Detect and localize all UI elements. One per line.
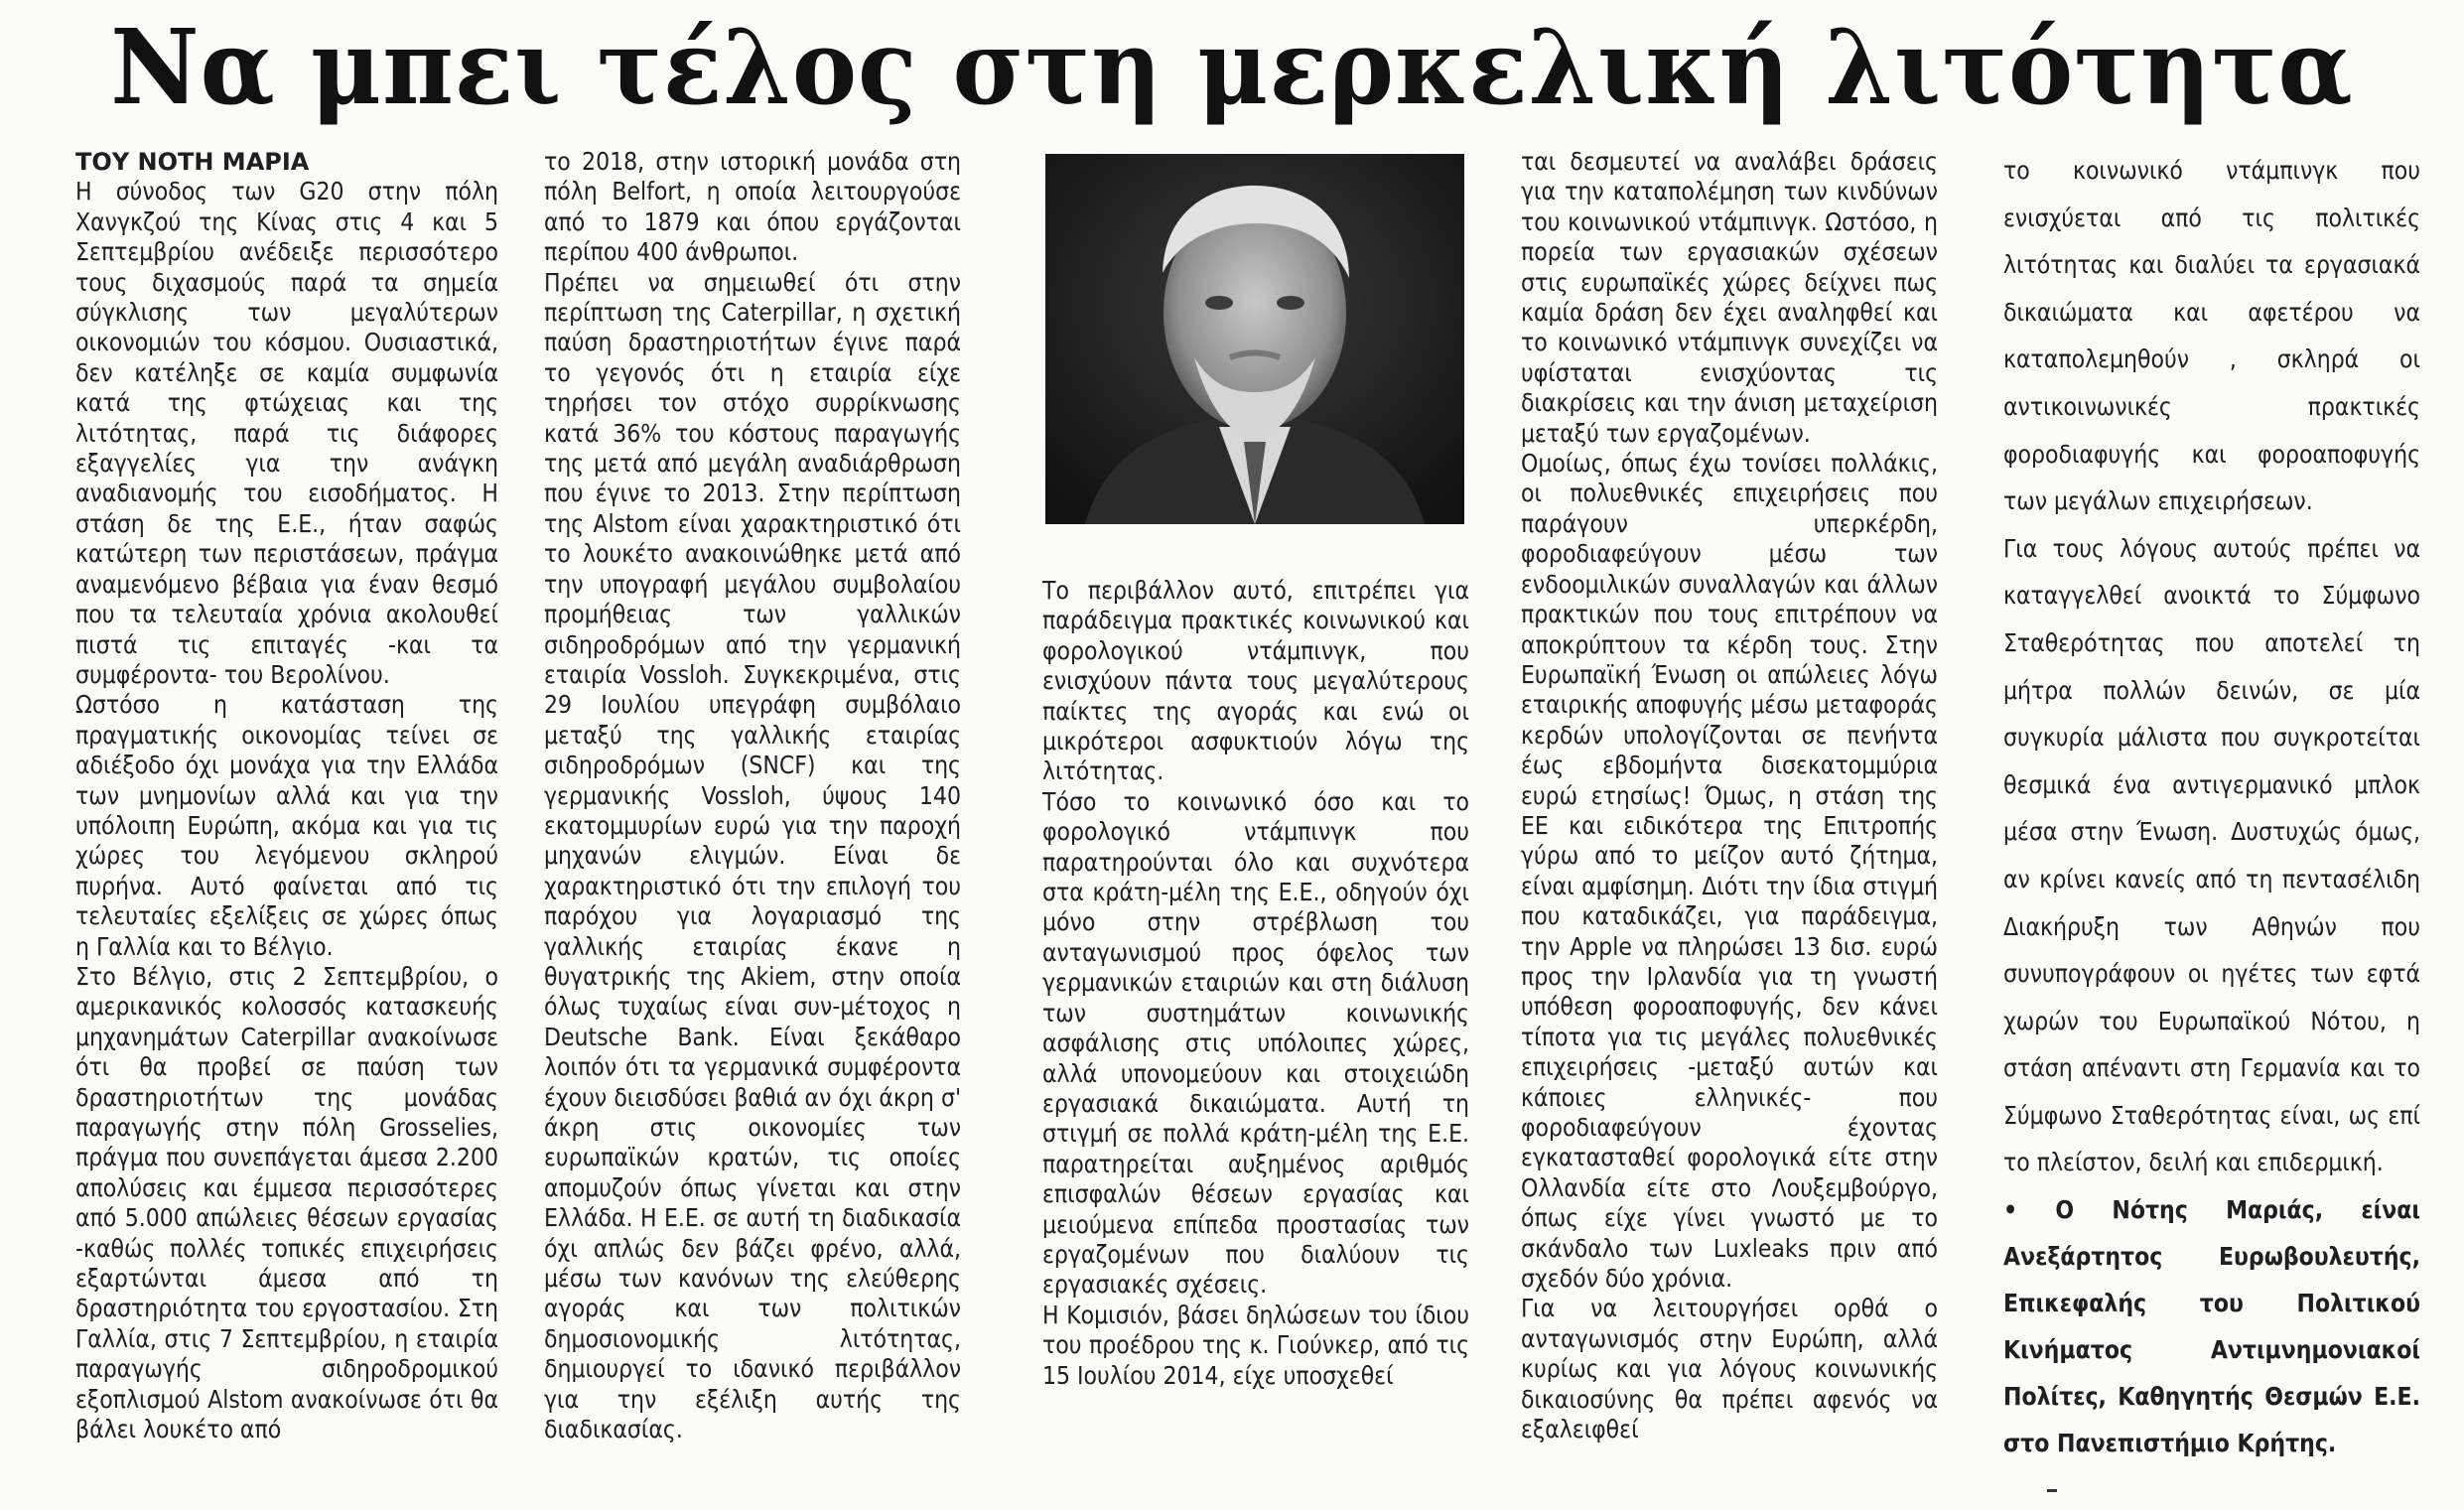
paragraph: το 2018, στην ιστορική μονάδα στη πόλη Belfort, η οποία λειτουργούσε από το 1879 και όπου εργάζονται περίπου 400 άνθρωποι. — [544, 147, 961, 267]
article-column-2 — [544, 147, 961, 1444]
paragraph: Το περιβάλλον αυτό, επιτρέπει για παράδειγμα πρακτικές κοινωνικού και φορολογικού ντάμπινγκ, που ενισχύουν πάντα τους μεγαλύτερους παίκτες της αγοράς και ενώ οι μικρότεροι ασφυκτιούν λόγω της λιτότητας. — [1042, 576, 1469, 786]
paragraph: Πρέπει να σημειωθεί ότι στην περίπτωση της Caterpillar, η σχετική παύση δραστηριοτήτων έγινε παρά το γεγονός ότι η εταιρία είχε τηρήσει τον στόχο συρρίκνωσης κατά 36% του κόστους παραγωγής της μετά από μεγάλη αναδιάρθρωση που έγινε το 2013. Στην περίπτωση της Alstom είναι χαρακτηριστικό ότι το λουκέτο ανακοινώθηκε μετά από την υπογραφή μεγάλου συμβολαίου προμήθειας των γαλλικών σιδηροδρόμων από την γερμανική εταιρία Vossloh. Συγκεκριμένα, στις 29 Ιουλίου υπεγράφη συμβόλαιο μεταξύ της γαλλικής εταιρίας σιδηροδρόμων (SNCF) και της γερμανικής Vossloh, ύψους 140 εκατομμυρίων ευρώ για την παροχή μηχανών ελιγμών. Είναι δε χαρακτηριστικό ότι την επιλογή του παρόχου για λογαριασμό της γαλλικής εταιρίας έκανε η θυγατρικής της Akiem, στην οποία όλως τυχαίως είναι συν-μέτοχος η Deutsche Bank. Είναι ξεκάθαρο λοιπόν ότι τα γερμανικά συμφέροντα έχουν διεισδύσει βαθιά αν όχι άκρη σ' άκρη στις οικονομίες των ευρωπαϊκών κρατών, τις οποίες απομυζούν όπως γίνεται και στην Ελλάδα. Η Ε.Ε. σε αυτή τη διαδικασία όχι απλώς δεν βάζει φρένο, αλλά, μέσω των κανόνων της ελεύθερης αγοράς και των πολιτικών δημοσιονομικής λιτότητας, δημιουργεί το ιδανικό περιβάλλον για την εξέλιξη αυτής της διαδικασίας. — [544, 267, 961, 1444]
author-bio: • Ο Νότης Μαριάς, είναι Ανεξάρτητος Ευρωβουλευτής, Επικεφαλής του Πολιτικού Κινήματος Αντιμνημονιακοί Πολίτες, Καθηγητής Θεσμών Ε.Ε. στο Πανεπιστήμιο Κρήτης. — [2003, 1195, 2420, 1458]
paragraph: Για να λειτουργήσει ορθά ο ανταγωνισμός στην Ευρώπη, αλλά κυρίως και για λόγους κοινωνικής δικαιοσύνης θα πρέπει αφενός να εξαλειφθεί — [1521, 1294, 1938, 1444]
article-column-1 — [75, 147, 498, 1444]
author-portrait-photo — [1045, 154, 1464, 524]
article-column-4 — [1521, 147, 1938, 1444]
page-mark — [2047, 1489, 2057, 1492]
paragraph: Η σύνοδος των G20 στην πόλη Χανγκζού της Κίνας στις 4 και 5 Σεπτεμβρίου ανέδειξε περισσότερο τους διχασμούς παρά τα σημεία σύγκλισης των μεγαλύτερων οικονομιών του κόσμου. Ουσιαστικά, δεν κατέληξε σε καμία συμφωνία κατά της φτώχειας και της λιτότητας, παρά τις διάφορες εξαγγελίες για την ανάγκη αναδιανομής του εισοδήματος. Η στάση δε της Ε.Ε., ήταν σαφώς κατώτερη των περιστάσεων, πράγμα αναμενόμενο βέβαια για έναν θεσμό που τα τελευταία χρόνια ακολουθεί πιστά τις επιταγές -και τα συμφέροντα- του Βερολίνου. — [75, 177, 498, 689]
paragraph: Ωστόσο η κατάσταση της πραγματικής οικονομίας τείνει σε αδιέξοδο όχι μονάχα για την Ελλάδα των μνημονίων αλλά και για την υπόλοιπη Ευρώπη, ακόμα και για τις χώρες του λεγόμενου σκληρού πυρήνα. Αυτό φαίνεται από τις τελευταίες εξελίξεις σε χώρες όπως η Γαλλία και το Βέλγιο. — [75, 690, 498, 961]
paragraph: Στο Βέλγιο, στις 2 Σεπτεμβρίου, ο αμερικανικός κολοσσός κατασκευής μηχανημάτων Caterpillar ανακοίνωσε ότι θα προβεί σε παύση των δραστηριοτήτων της μονάδας παραγωγής στην πόλη Grosselies, πράγμα που συνεπάγεται άμεσα 2.200 απολύσεις και έμμεσα περισσότερες από 5.000 απώλειες θέσεων εργασίας -καθώς πολλές τοπικές επιχειρήσεις εξαρτώνται άμεσα από τη δραστηριότητα του εργοστασίου. Στη Γαλλία, στις 7 Σεπτεμβρίου, η εταιρία παραγωγής σιδηροδρομικού εξοπλισμού Alstom ανακοίνωσε ότι θα βάλει λουκέτο από — [75, 961, 498, 1444]
paragraph: Για τους λόγους αυτούς πρέπει να καταγγελθεί ανοικτά το Σύμφωνο Σταθερότητας που αποτελεί τη μήτρα πολλών δεινών, σε μία συγκυρία μάλιστα που συγκροτείται θεσμικά ένα αντιγερμανικό μπλοκ μέσα στην Ένωση. Δυστυχώς όμως, αν κρίνει κανείς από τη πεντασέλιδη Διακήρυξη των Αθηνών που συνυπογράφουν οι ηγέτες των εφτά χωρών του Ευρωπαϊκού Νότου, η στάση απέναντι στη Γερμανία και το Σύμφωνο Σταθερότητας είναι, ως επί το πλείστον, δειλή και επιδερμική. — [2003, 533, 2420, 1177]
paragraph: Ομοίως, όπως έχω τονίσει πολλάκις, οι πολυεθνικές επιχειρήσεις που παράγουν υπερκέρδη, φοροδιαφεύγουν μέσω των ενδοομιλικών συναλλαγών και άλλων πρακτικών που τους επιτρέπουν να αποκρύπτουν τα κέρδη τους. Στην Ευρωπαϊκή Ένωση οι απώλειες λόγω εταιρικής αποφυγής μέσω μεταφοράς κερδών υπολογίζονται σε πενήντα έως εβδομήντα δισεκατομμύρια ευρώ ετησίως! Όμως, η στάση της ΕΕ και ειδικότερα της Επιτροπής γύρω από το μείζον αυτό ζήτημα, είναι αμφίσημη. Διότι την ίδια στιγμή που καταδικάζει, για παράδειγμα, την Apple να πληρώσει 13 δισ. ευρώ προς την Ιρλανδία για τη γνωστή υπόθεση φοροαποφυγής, δεν κάνει τίποτα για τις μεγάλες πολυεθνικές επιχειρήσεις -μεταξύ αυτών και κάποιες ελληνικές- που φοροδιαφεύγουν έχοντας εγκατασταθεί φορολογικά είτε στην Ολλανδία είτε στο Λουξεμβούργο, όπως είχε γίνει γνωστό με το σκάνδαλο των Luxleaks πριν από σχεδόν δύο χρόνια. — [1521, 449, 1938, 1294]
byline: ΤΟΥ ΝΟΤΗ ΜΑΡΙΑ — [75, 148, 310, 176]
paragraph: το κοινωνικό ντάμπινγκ που ενισχύεται από τις πολιτικές λιτότητας και διαλύει τα εργασιακά δικαιώματα και αφετέρου να καταπολεμηθούν , σκληρά οι αντικοινωνικές πρακτικές φοροδιαφυγής και φοροαποφυγής των μεγάλων επιχειρήσεων. — [2003, 156, 2420, 516]
article-column-3 — [1042, 576, 1469, 1390]
paragraph: Η Κομισιόν, βάσει δηλώσεων του ίδιου του προέδρου της κ. Γιούνκερ, από τις 15 Ιουλίου 2014, είχε υποσχεθεί — [1042, 1300, 1469, 1390]
paragraph: Τόσο το κοινωνικό όσο και το φορολογικό ντάμπινγκ που παρατηρούνται όλο και συχνότερα στα κράτη-μέλη της Ε.Ε., οδηγούν όχι μόνο στην στρέβλωση του ανταγωνισμού προς όφελος των γερμανικών εταιριών και στη διάλυση των συστημάτων κοινωνικής ασφάλισης στις υπόλοιπες χώρες, αλλά υπονομεύουν και στοιχειώδη εργασιακά δικαιώματα. Αυτή τη στιγμή σε πολλά κράτη-μέλη της Ε.Ε. παρατηρείται αυξημένος αριθμός επισφαλών θέσεων εργασίας και μειούμενα επίπεδα προστασίας των εργαζομένων που διαλύουν τις εργασιακές σχέσεις. — [1042, 786, 1469, 1300]
article-column-5 — [2003, 147, 2420, 1458]
paragraph: ται δεσμευτεί να αναλάβει δράσεις για την καταπολέμηση των κινδύνων του κοινωνικού ντάμπινγκ. Ωστόσο, η πορεία των εργασιακών σχέσεων στις ευρωπαϊκές χώρες δείχνει πως καμία δράση δεν έχει αναληφθεί και το κοινωνικό ντάμπινγκ συνεχίζει να υφίσταται ενισχύοντας τις διακρίσεις και την άνιση μεταχείριση μεταξύ των εργαζομένων. — [1521, 147, 1938, 448]
portrait-graphic — [1045, 154, 1464, 524]
headline: Να μπει τέλος στη μερκελική λιτότητα — [110, 6, 2354, 128]
